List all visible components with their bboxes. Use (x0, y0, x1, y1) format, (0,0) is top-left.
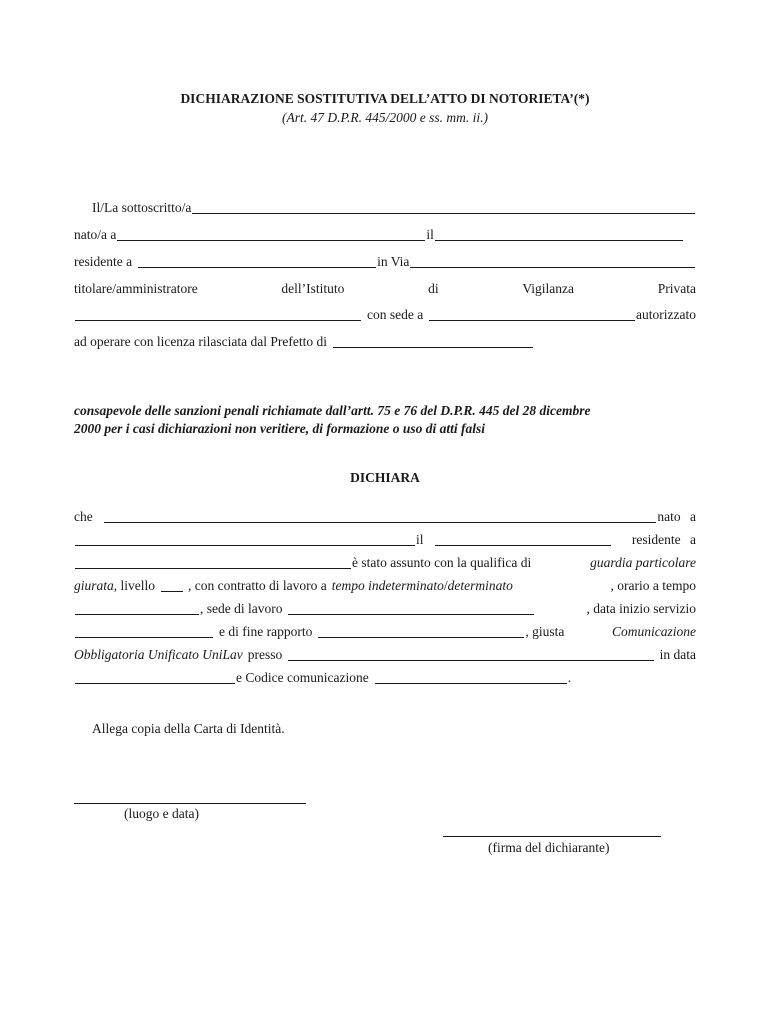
seat-label: con sede a (367, 307, 424, 322)
slash: / (443, 578, 448, 593)
data-inizio-label: , data inizio servizio (586, 601, 696, 616)
qualifica-1: guardia particolare (590, 555, 696, 570)
comunicazione-label: Comunicazione (612, 624, 696, 639)
birth-date-field[interactable] (435, 240, 683, 241)
declarant-name-label: Il/La sottoscritto/a (92, 200, 192, 215)
residence-label: residente a (74, 254, 133, 269)
presso-label: presso (247, 647, 283, 662)
data-inizio-field[interactable] (75, 637, 213, 638)
residence-line (74, 254, 696, 270)
residente-a-label: residente a (631, 532, 696, 547)
orario-field[interactable] (75, 614, 199, 615)
declarant-name-field[interactable] (192, 213, 695, 214)
sede-field[interactable] (288, 614, 534, 615)
license-label: ad operare con licenza rilasciata dal Prefetto di (74, 334, 327, 349)
in-data-label: in data (659, 647, 696, 662)
decl-line-1 (74, 509, 696, 525)
document-subtitle: (Art. 47 D.P.R. 445/2000 e ss. mm. ii.) (282, 110, 488, 125)
role-word-5: Privata (657, 281, 696, 296)
presso-field[interactable] (288, 660, 653, 661)
attachment-note: Allega copia della Carta di Identità. (92, 721, 285, 736)
birth-date-label: il (426, 227, 434, 242)
period: . (567, 670, 572, 685)
fine-rapporto-field[interactable] (318, 637, 524, 638)
seat-field[interactable] (429, 320, 635, 321)
street-label: in Via (377, 254, 410, 269)
document-title: DICHIARAZIONE SOSTITUTIVA DELL’ATTO DI NOTORIETA’(*) (180, 91, 590, 106)
employee-birth-place-field[interactable] (75, 545, 415, 546)
signature-label: (firma del dichiarante) (488, 840, 610, 855)
il-label: il (416, 532, 424, 547)
decl-line-6 (74, 624, 696, 640)
employee-residence-field[interactable] (75, 568, 351, 569)
residence-field[interactable] (138, 267, 376, 268)
decl-line-7 (74, 647, 696, 663)
role-word-4: Vigilanza (522, 281, 575, 296)
assunto-label: è stato assunto con la qualifica di (352, 555, 532, 570)
role-word-3: di (428, 281, 439, 296)
institute-name-field[interactable] (75, 320, 361, 321)
declaration-heading: DICHIARA (350, 470, 420, 485)
decl-line-4 (74, 578, 696, 594)
tempo-indeterminato: tempo indeterminato (331, 578, 444, 593)
role-line (74, 281, 696, 297)
role-word-1: titolare/amministratore (74, 281, 198, 296)
employee-name-field[interactable] (104, 522, 657, 523)
codice-label: e Codice comunicazione (236, 670, 369, 685)
che-label: che (74, 509, 93, 524)
determinato: determinato (447, 578, 513, 593)
livello-field[interactable] (161, 591, 183, 592)
orario-label: , orario a tempo (610, 578, 696, 593)
birth-line (74, 227, 696, 243)
giusta-label: , giusta (525, 624, 565, 639)
signature-line[interactable] (443, 836, 661, 837)
obbligatoria-label: Obbligatoria Unificato UniLav (74, 647, 243, 662)
decl-line-8 (74, 670, 696, 686)
awareness-line-1: consapevole delle sanzioni penali richiamate dall’artt. 75 e 76 del D.P.R. 445 del 28 dicembre (74, 403, 591, 418)
authorized-label: autorizzato (636, 307, 696, 322)
nato-a-label: nato a (657, 509, 696, 524)
decl-line-2 (74, 532, 696, 548)
sede-label: , sede di lavoro (200, 601, 283, 616)
prefect-field[interactable] (333, 347, 533, 348)
institute-line (74, 307, 696, 323)
street-field[interactable] (410, 267, 695, 268)
livello-label: , livello (113, 578, 156, 593)
awareness-line-2: 2000 per i casi dichiarazioni non veritiere, di formazione o uso di atti falsi (74, 421, 486, 436)
birth-place-label: nato/a a (74, 227, 117, 242)
fine-rapporto-label: e di fine rapporto (219, 624, 313, 639)
contratto-label: , con contratto di lavoro a (188, 578, 327, 593)
place-date-label: (luogo e data) (124, 806, 199, 821)
codice-field[interactable] (375, 683, 567, 684)
decl-line-3 (74, 555, 696, 571)
employee-birth-date-field[interactable] (435, 545, 611, 546)
in-data-field[interactable] (75, 683, 235, 684)
qualifica-2: giurata (74, 578, 114, 593)
decl-line-5 (74, 601, 696, 617)
place-date-line[interactable] (74, 803, 306, 804)
declarant-name-line (92, 200, 696, 216)
role-word-2: dell’Istituto (281, 281, 345, 296)
license-line (74, 334, 696, 350)
birth-place-field[interactable] (117, 240, 425, 241)
